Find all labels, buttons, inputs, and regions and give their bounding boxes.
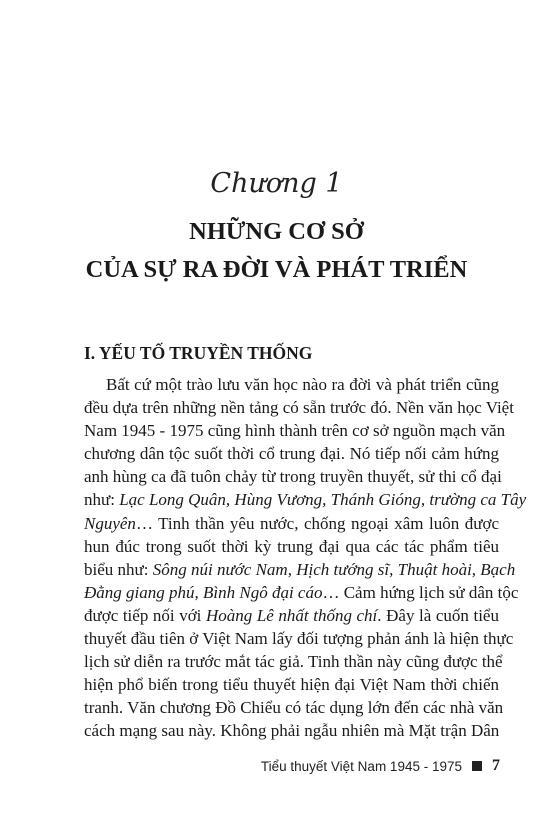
page-number: 7 (492, 757, 500, 774)
square-bullet-icon (472, 761, 482, 771)
body-text-segment: được tiếp nối với (84, 605, 206, 625)
italic-title: Đằng giang phú, Bình Ngô đại cáo (84, 582, 323, 602)
body-line (84, 604, 499, 627)
chapter-label: Chương 1 (210, 168, 343, 199)
body-line (84, 512, 499, 535)
body-line: đều dựa trên những nền tảng có sẵn trước đó. Nền văn học Việt (84, 398, 514, 418)
italic-title: Sông núi nước Nam, Hịch tướng sĩ, Thuật hoài, Bạch (152, 559, 516, 579)
body-text-segment: … Cảm hứng lịch sử dân tộc (322, 582, 519, 602)
body-text (84, 373, 527, 743)
body-line: Nam 1945 - 1975 cũng hình thành trên cơ sở nguồn mạch văn (84, 421, 506, 441)
body-line: hun đúc trong suốt thời kỳ trung đại qua các tác phẩm tiêu (84, 536, 499, 556)
body-text-segment: biểu như: (84, 559, 153, 579)
chapter-title (0, 213, 553, 289)
body-line: hiện phổ biến trong tiểu thuyết hiện đại Việt Nam thời chiến (84, 675, 499, 695)
footer-book-title: Tiểu thuyết Việt Nam 1945 - 1975 (260, 758, 462, 774)
body-line: tranh. Văn chương Đồ Chiểu có tác dụng lớn đến các nhà văn (84, 698, 504, 718)
body-line: Bất cứ một trào lưu văn học nào ra đời và phát triển cũng (106, 375, 499, 394)
page-footer (261, 757, 500, 775)
chapter-title-line-1: NHỮNG CƠ SỞ (189, 218, 364, 245)
body-line (84, 558, 516, 581)
body-text-segment: … Tinh thần yêu nước, chống ngoại xâm luôn được (135, 513, 499, 533)
body-line: chương dân tộc suốt thời cổ trung đại. Nó tiếp nối cảm hứng (84, 444, 499, 464)
section-heading: I. YẾU TỐ TRUYỀN THỐNG (84, 343, 313, 363)
italic-title: Hoàng Lê nhất thống chí (205, 605, 378, 625)
body-text-segment: như: (84, 490, 120, 510)
italic-title: Lạc Long Quân, Hùng Vương, Thánh Gióng, trường ca Tây (119, 490, 527, 510)
body-line: cách mạng sau này. Không phải ngẫu nhiên mà Mặt trận Dân (84, 721, 500, 741)
body-line: thuyết đầu tiên ở Việt Nam lấy đối tượng phản ánh là hiện thực (84, 629, 514, 649)
body-line: lịch sử diễn ra trước mắt tác giả. Tinh thần này cũng được thể (84, 652, 503, 672)
body-line (84, 581, 519, 604)
body-line (84, 488, 527, 511)
chapter-title-line-2: CỦA SỰ RA ĐỜI VÀ PHÁT TRIỂN (85, 256, 468, 283)
body-line: anh hùng ca đã tuôn chảy từ trong truyền thuyết, sử thi cổ đại (84, 467, 502, 487)
body-text-segment: . Đây là cuốn tiểu (377, 605, 499, 625)
italic-title: Nguyên (84, 513, 136, 533)
